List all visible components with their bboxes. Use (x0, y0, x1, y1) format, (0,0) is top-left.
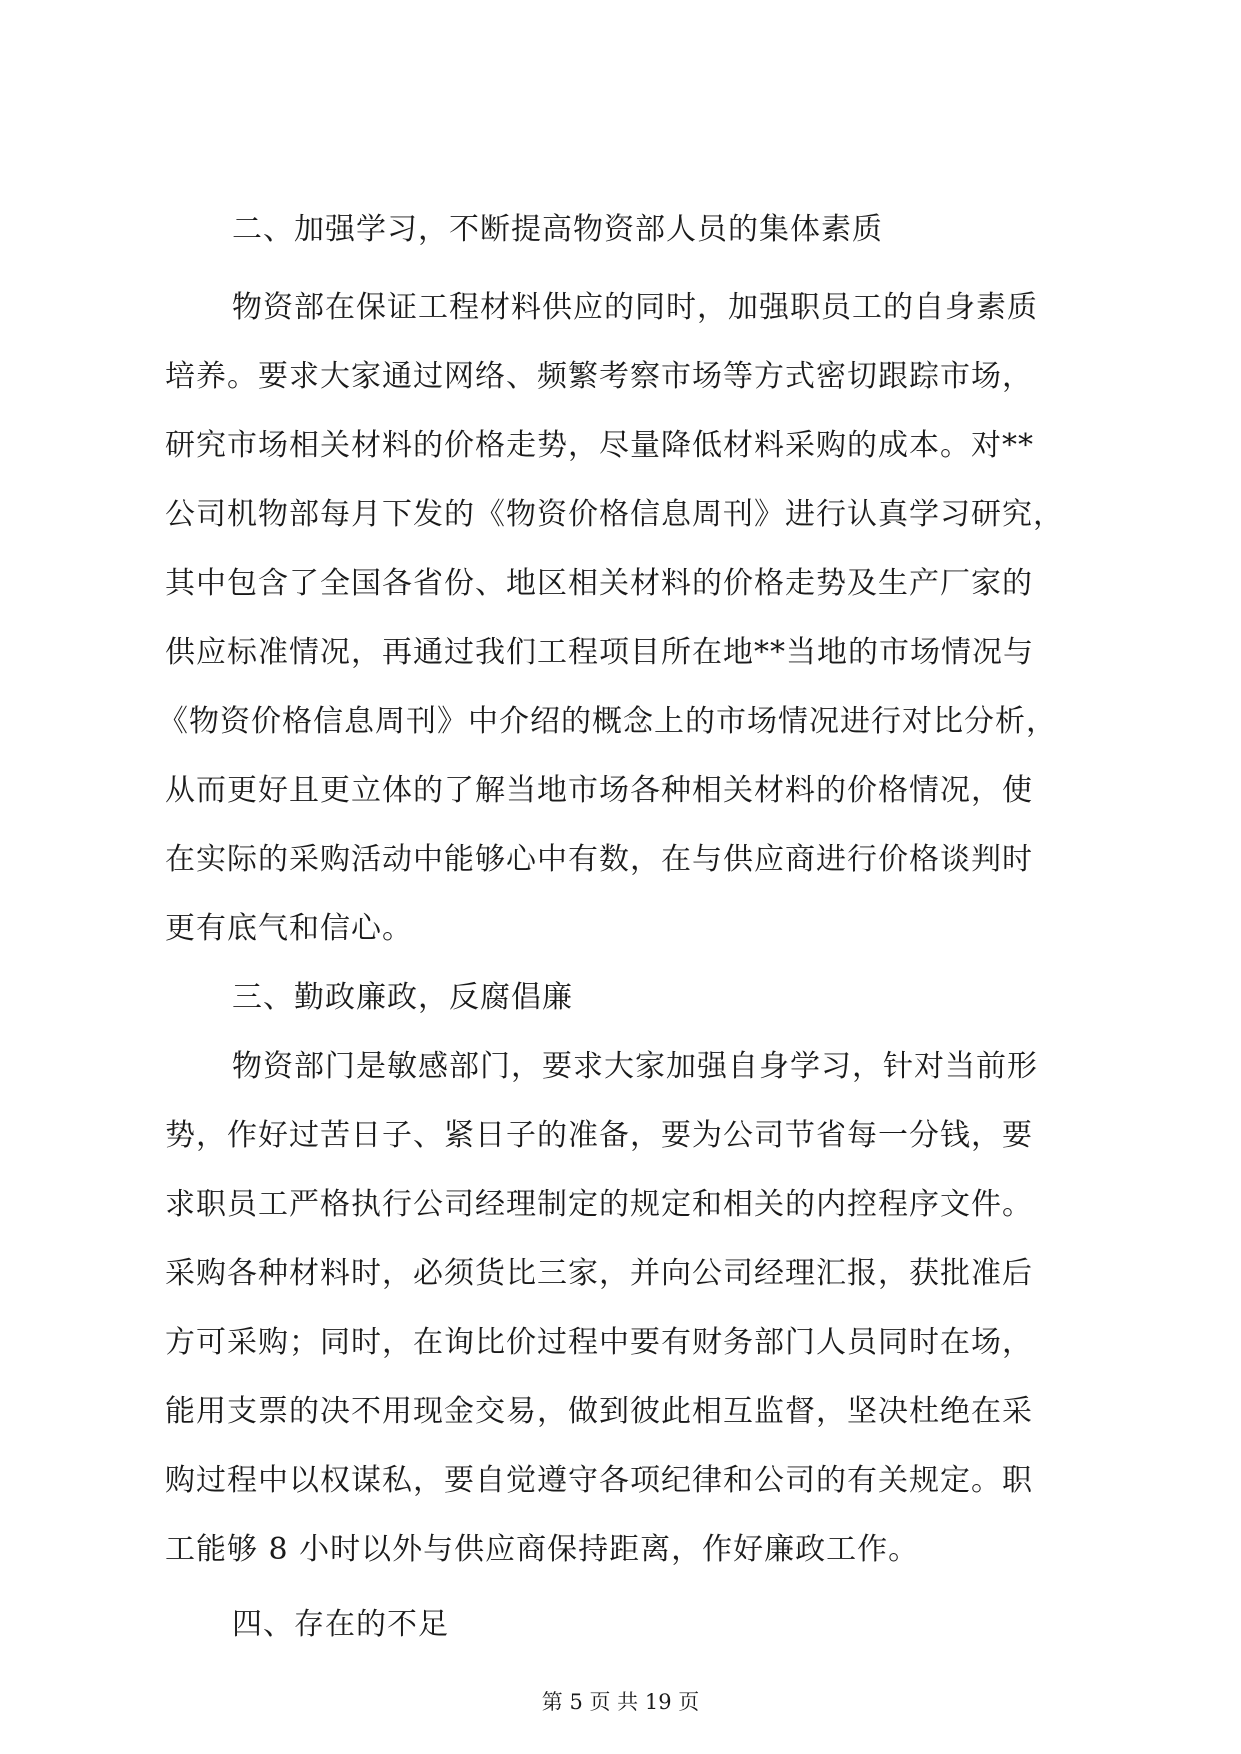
section-heading-4: 四、存在的不足 (232, 1607, 449, 1642)
paragraph-line: 购过程中以权谋私，要自觉遵守各项纪律和公司的有关规定。职 (165, 1463, 1033, 1498)
paragraph-line: 培养。要求大家通过网络、频繁考察市场等方式密切跟踪市场， (165, 359, 1033, 394)
paragraph-line: 物资部在保证工程材料供应的同时，加强职员工的自身素质 (232, 290, 1038, 325)
section-heading-3: 三、勤政廉政，反腐倡廉 (232, 980, 573, 1015)
paragraph-line: 势，作好过苦日子、紧日子的准备，要为公司节省每一分钱，要 (165, 1118, 1033, 1153)
paragraph-line: 《物资价格信息周刊》中介绍的概念上的市场情况进行对比分析， (158, 704, 1057, 739)
section-heading-2: 二、加强学习，不断提高物资部人员的集体素质 (232, 212, 883, 247)
paragraph-line: 在实际的采购活动中能够心中有数，在与供应商进行价格谈判时 (165, 842, 1033, 877)
page-footer: 第 5 页 共 19 页 (541, 1690, 700, 1714)
paragraph-line: 其中包含了全国各省份、地区相关材料的价格走势及生产厂家的 (165, 566, 1033, 601)
paragraph-line: 更有底气和信心。 (165, 911, 413, 946)
paragraph-line: 从而更好且更立体的了解当地市场各种相关材料的价格情况，使 (165, 773, 1033, 808)
paragraph-line: 能用支票的决不用现金交易，做到彼此相互监督，坚决杜绝在采 (165, 1394, 1033, 1429)
paragraph-line: 供应标准情况，再通过我们工程项目所在地**当地的市场情况与 (165, 635, 1034, 670)
paragraph-line: 工能够 8 小时以外与供应商保持距离，作好廉政工作。 (165, 1532, 920, 1567)
paragraph-line: 物资部门是敏感部门，要求大家加强自身学习，针对当前形 (232, 1049, 1038, 1084)
paragraph-line: 采购各种材料时，必须货比三家，并向公司经理汇报，获批准后 (165, 1256, 1033, 1291)
paragraph-line: 研究市场相关材料的价格走势，尽量降低材料采购的成本。对** (165, 428, 1034, 463)
paragraph-line: 求职员工严格执行公司经理制定的规定和相关的内控程序文件。 (165, 1187, 1033, 1222)
paragraph-line: 公司机物部每月下发的《物资价格信息周刊》进行认真学习研究， (165, 497, 1064, 532)
paragraph-line: 方可采购；同时，在询比价过程中要有财务部门人员同时在场， (165, 1325, 1033, 1360)
